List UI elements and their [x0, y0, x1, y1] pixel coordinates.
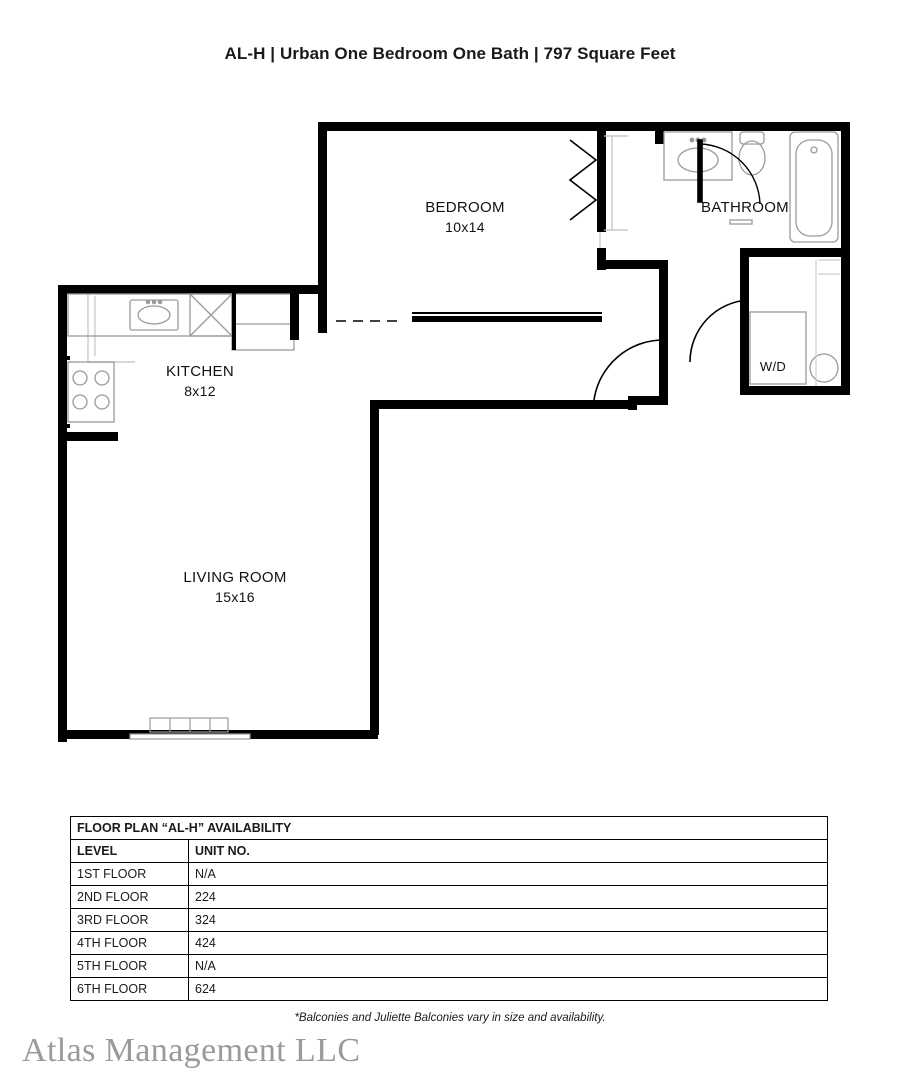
room-label-bathroom-name: BATHROOM [701, 199, 789, 216]
bedroom-doorway [336, 312, 602, 322]
cell-level: 2ND FLOOR [71, 886, 189, 909]
column-header-unit: UNIT NO. [189, 840, 828, 863]
kitchen-fixtures [68, 294, 294, 422]
floor-plan-diagram [0, 100, 900, 780]
cell-level: 1ST FLOOR [71, 863, 189, 886]
room-label-kitchen-dims: 8x12 [184, 383, 216, 400]
room-label-bedroom-name: BEDROOM [425, 199, 505, 216]
cell-unit: 224 [189, 886, 828, 909]
kitchen-corner-wall [232, 285, 299, 350]
table-row [71, 955, 828, 978]
cell-unit: 324 [189, 909, 828, 932]
kitchen-walls [58, 285, 298, 742]
room-label-bathroom [640, 198, 850, 218]
availability-table [70, 816, 828, 1001]
balcony-footnote: *Balconies and Juliette Balconies vary in size and availability. [294, 1012, 606, 1024]
cell-level: 6TH FLOOR [71, 978, 189, 1001]
cell-level: 5TH FLOOR [71, 955, 189, 978]
bedroom-closet-track [604, 136, 628, 230]
table-row [71, 909, 828, 932]
bathroom-fixtures [664, 132, 838, 242]
room-label-bedroom-dims: 10x14 [445, 219, 485, 236]
room-label-living-room-dims: 15x16 [215, 589, 255, 606]
living-window [130, 718, 250, 739]
room-label-bedroom [360, 198, 570, 237]
table-row [71, 932, 828, 955]
living-room-walls [58, 260, 668, 739]
page-title: AL-H | Urban One Bedroom One Bath | 797 Square Feet [224, 44, 676, 63]
availability-caption: FLOOR PLAN “AL-H” AVAILABILITY [71, 817, 828, 840]
laundry-door [690, 296, 748, 362]
brand-watermark: Atlas Management LLC [22, 1032, 361, 1069]
room-label-living-room [120, 568, 350, 607]
room-label-living-room-name: LIVING ROOM [183, 569, 287, 586]
cell-unit: 624 [189, 978, 828, 1001]
bedroom-closet-doors [570, 140, 596, 220]
table-row [71, 978, 828, 1001]
room-label-washer-dryer [728, 358, 818, 376]
cell-level: 4TH FLOOR [71, 932, 189, 955]
entry-door [594, 336, 666, 400]
room-label-kitchen-name: KITCHEN [166, 363, 234, 380]
table-row [71, 863, 828, 886]
cell-unit: N/A [189, 863, 828, 886]
cell-level: 3RD FLOOR [71, 909, 189, 932]
room-label-kitchen [105, 362, 295, 401]
cell-unit: N/A [189, 955, 828, 978]
table-caption-row [71, 817, 828, 840]
table-row [71, 886, 828, 909]
room-label-washer-dryer-name: W/D [759, 359, 787, 374]
fixture-lines [88, 130, 600, 362]
cell-unit: 424 [189, 932, 828, 955]
column-header-level: LEVEL [71, 840, 189, 863]
table-header-row [71, 840, 828, 863]
